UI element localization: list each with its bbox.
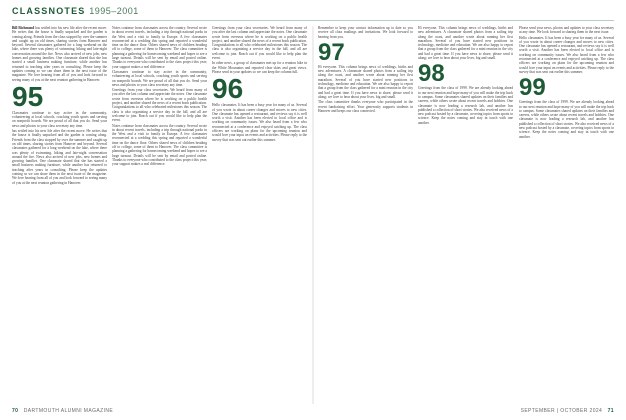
paragraph-text: Please send your news, photos and updates to your class secretary at any time. We look forward to sharing them in the next issue.: [519, 26, 614, 35]
section-title-label: CLASSNOTES: [12, 6, 86, 16]
column-paragraph: [519, 26, 614, 35]
text-column-3: [212, 26, 307, 404]
column-paragraph: [12, 26, 107, 82]
lead-name: Bill Richmond: [12, 26, 35, 30]
paragraph-text: Greetings from the class of 1999. We are already looking ahead to our next reunion and hope many of you will make the trip back to campus. Some classmates shared updates on their families and careers, while others wrote about recent travels and hobbies. One classmate is now leading a research lab, and another has published a collection of short stories. We also received news of a new podcast hosted by a classmate, covering topics from sports to science. Keep the notes coming and stay in touch with one another.: [519, 100, 614, 139]
paragraph-text: has settled into his new life after the recent move. He writes that the house is finally unpacked and the garden is coming along. Friends from the class stopped by over the summer and caught up on old times, sharing stories from Hanover and beyond. Several classmates gathered for a long weekend on the lake, where there was plenty of swimming, hiking and late-night conversation around the fire. News also arrived of new jobs, new homes and growing families. One classmate shared that she has started a small business making furniture, while another has returned to teaching after years in consulting. Please keep the updates coming so we can share them in the next issue of the magazine. We love hearing from all of you and look forward to seeing many of you at the next reunion gathering in Hanover.: [12, 129, 107, 185]
text-column-4: [318, 26, 413, 404]
issue-date: SEPTEMBER | OCTOBER 2024: [520, 408, 603, 414]
class-year-heading: 96: [212, 73, 244, 105]
footer-left: [12, 408, 113, 416]
column-paragraph: [112, 124, 207, 167]
paragraph-text: has settled into his new life after the recent move. He writes that the house is finally unpacked and the garden is coming along. Friends from the class stopped by over the summer and caught up on old times, sharing stories from Hanover and beyond. Several classmates gathered for a long weekend on the lake, where there was plenty of swimming, hiking and late-night conversation around the fire. News also arrived of new jobs, new homes and growing families. One classmate shared that she has started a small business making furniture, while another has returned to teaching after years in consulting. Please keep the updates coming so we can share them in the next issue of the magazine. We love hearing from all of you and look forward to seeing many of you at the next reunion gathering in Hanover.: [12, 26, 107, 82]
column-paragraph: [112, 88, 207, 122]
section-title: [12, 6, 139, 16]
class-year-heading: 98: [418, 60, 445, 88]
paragraph-text: Hi everyone. This column brings news of weddings, births and new adventures. A classmate shared photos from a sailing trip along the coast, and another wrote about running her first marathon. Several of you have started new positions in technology, medicine and education. We are also happy to report that a group from the class gathered for a mini reunion in the city and had a great time. If you have news to share, please send it along; we love to hear about your lives, big and small.: [418, 26, 513, 61]
paragraph-text: Notes continue from classmates across the country. Several wrote in about recent travels, including a trip through national parks in the West and a visit to family in Europe. A few classmates reconnected at a wedding this spring and reported a wonderful time on the dance floor. Others shared news of children heading off to college, some of them to Hanover. The class committee is planning a gathering for homecoming weekend and hopes to see a large turnout. Details will be sent by email and posted online. Thanks to everyone who contributed to the class project this year; your support makes a real difference.: [112, 123, 207, 167]
class-year-heading: 97: [318, 38, 345, 66]
paragraph-text: Greetings from your class secretaries. We heard from many of you after the last column and appreciate the notes. One classmate wrote from overseas where he is working on a public health project, and another shared the news of a recent book publication. Congratulations to all who celebrated milestones this season. The class is also organizing a service day in the fall, and all are welcome to join. Reach out if you would like to help plan the event.: [212, 26, 307, 61]
column-paragraph: [519, 100, 614, 139]
paragraph-text: Hello classmates. It has been a busy year for many of us. Several of you wrote in about career changes and moves to new cities. One classmate has opened a restaurant, and reviews say it is well worth a visit. Another has been elected to local office and is working on community issues. We also heard from a few who reconnected at a conference and enjoyed catching up. The class officers are working on plans for the upcoming reunion and would love your input on events and activities. Please reply to the survey that was sent out earlier this summer.: [519, 35, 614, 74]
column-paragraph: [418, 26, 513, 60]
section-years: 1995–2001: [89, 6, 139, 16]
page-number-right: 71: [607, 408, 614, 414]
text-column-5: [418, 26, 513, 404]
paragraph-text: Hi everyone. This column brings news of weddings, births and new adventures. A classmate shared photos from a sailing trip along the coast, and another wrote about running her first marathon. Several of you have started new positions in technology, medicine and education. We are also happy to report that a group from the class gathered for a mini reunion in the city and had a great time. If you have news to share, please send it along; we love to hear about your lives, big and small.: [318, 64, 413, 99]
text-column-6: [519, 26, 614, 404]
column-paragraph: [318, 100, 413, 113]
paragraph-text: Hello classmates. It has been a busy year for many of us. Several of you wrote in about career changes and moves to new cities. One classmate has opened a restaurant, and reviews say it is well worth a visit. Another has been elected to local office and is working on community issues. We also heard from a few who reconnected at a conference and enjoyed catching up. The class officers are working on plans for the upcoming reunion and would love your input on events and activities. Please reply to the survey that was sent out earlier this summer.: [212, 103, 307, 142]
column-paragraph: [418, 86, 513, 125]
column-paragraph: [318, 65, 413, 99]
paragraph-text: In other news, a group of classmates met up for a reunion hike in the White Mountains and reported clear skies and great views. Please send in your updates so we can keep the column full.: [212, 61, 307, 74]
text-column-2: [112, 26, 207, 404]
paragraph-text: The class committee thanks everyone who participated in the recent fundraising effort. Your generosity supports students in Hanover and keeps our class connected.: [318, 100, 413, 113]
paragraph-text: Remember to keep your contact information up to date so you receive all class mailings and invitations. We look forward to hearing from you.: [318, 26, 413, 39]
column-paragraph: [12, 129, 107, 185]
paragraph-text: Classmates continue to stay active in the community, volunteering at local schools, coaching youth sports and serving on nonprofit boards. We are proud of all that you do. Send your news and photos to your class secretary any time.: [12, 110, 107, 128]
column-paragraph: [212, 26, 307, 60]
magazine-name: DARTMOUTH ALUMNI MAGAZINE: [23, 408, 114, 414]
column-paragraph: [112, 26, 207, 69]
class-year-heading: 95: [12, 80, 44, 112]
column-paragraph: [12, 111, 107, 128]
text-column-1: [12, 26, 107, 404]
column-paragraph: [212, 103, 307, 142]
footer-right: [521, 408, 614, 416]
class-year-heading: 99: [519, 74, 546, 102]
column-paragraph: [112, 70, 207, 87]
paragraph-text: Greetings from your class secretaries. We heard from many of you after the last column and appreciate the notes. One classmate wrote from overseas where he is working on a public health project, and another shared the news of a recent book publication. Congratulations to all who celebrated milestones this season. The class is also organizing a service day in the fall, and all are welcome to join. Reach out if you would like to help plan the event.: [112, 88, 207, 123]
paragraph-text: Classmates continue to stay active in the community, volunteering at local schools, coaching youth sports and serving on nonprofit boards. We are proud of all that you do. Send your news and photos to your class secretary any time.: [112, 69, 207, 87]
paragraph-text: Notes continue from classmates across the country. Several wrote in about recent travels, including a trip through national parks in the West and a visit to family in Europe. A few classmates reconnected at a wedding this spring and reported a wonderful time on the dance floor. Others shared news of children heading off to college, some of them to Hanover. The class committee is planning a gathering for homecoming weekend and hopes to see a large turnout. Details will be sent by email and posted online. Thanks to everyone who contributed to the class project this year; your support makes a real difference.: [112, 26, 207, 69]
page-number-left: 70: [12, 408, 19, 414]
page-gutter: [312, 26, 314, 404]
paragraph-text: Greetings from the class of 1999. We are already looking ahead to our next reunion and hope many of you will make the trip back to campus. Some classmates shared updates on their families and careers, while others wrote about recent travels and hobbies. One classmate is now leading a research lab, and another has published a collection of short stories. We also received news of a new podcast hosted by a classmate, covering topics from sports to science. Keep the notes coming and stay in touch with one another.: [418, 86, 513, 125]
header-rule: [12, 20, 614, 21]
column-paragraph: [519, 36, 614, 75]
column-paragraph: [318, 26, 413, 39]
